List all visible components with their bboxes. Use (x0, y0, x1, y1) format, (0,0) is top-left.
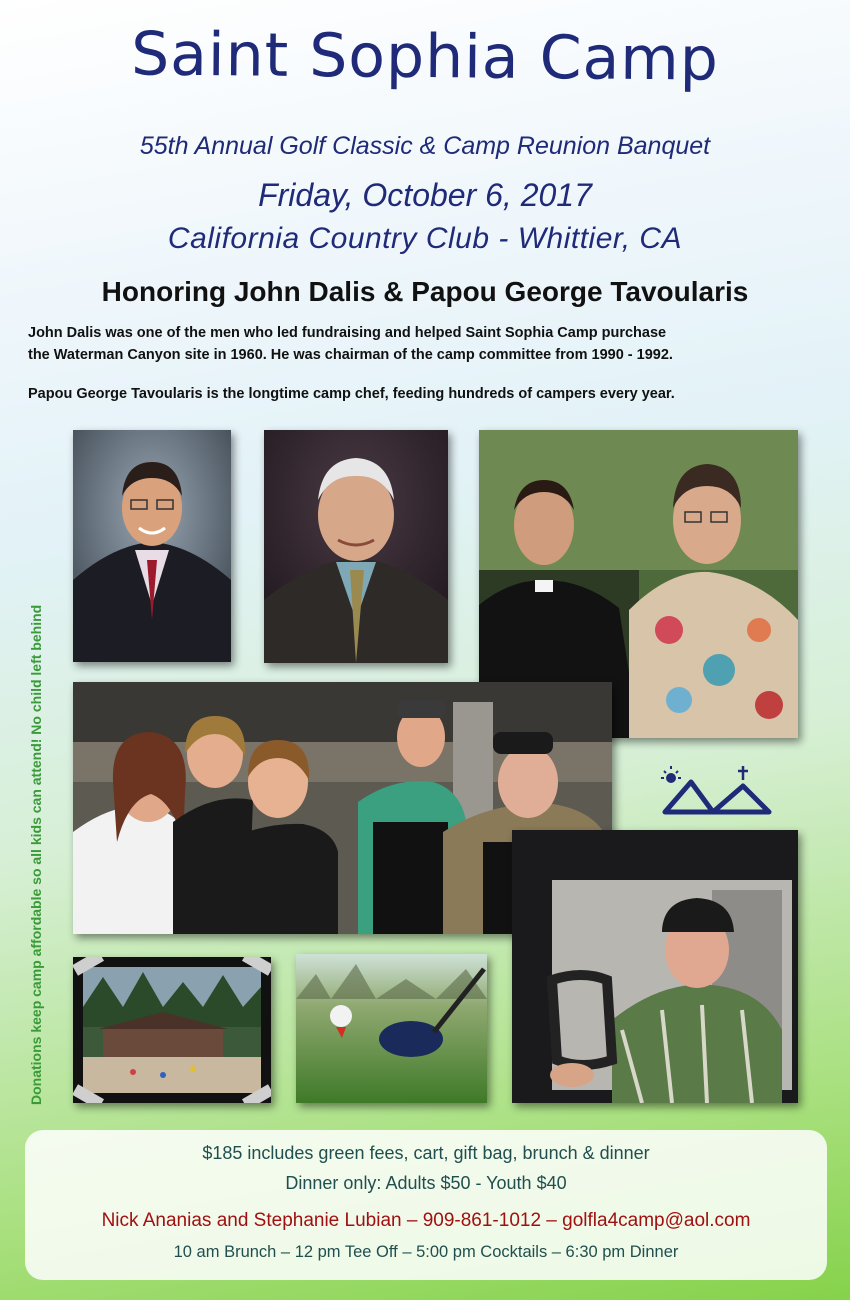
golf-ball-photo (296, 954, 487, 1103)
event-subtitle: 55th Annual Golf Classic & Camp Reunion Banquet (139, 132, 711, 160)
george-tavoularis-portrait (264, 430, 448, 663)
dinner-only-info: Dinner only: Adults $50 - Youth $40 (285, 1173, 567, 1193)
event-info-box (25, 1130, 827, 1280)
camp-lodge-photo (73, 957, 271, 1103)
honoring-heading: Honoring John Dalis & Papou George Tavoularis (101, 276, 749, 307)
paragraph-line: John Dalis was one of the men who led fundraising and helped Saint Sophia Camp purchase (28, 325, 667, 341)
page-title: Saint Sophia Camp (130, 19, 720, 95)
john-dalis-portrait (73, 430, 231, 662)
man-in-truck-photo (512, 830, 798, 1103)
event-date: Friday, October 6, 2017 (258, 177, 592, 213)
schedule-info: 10 am Brunch – 12 pm Tee Off – 5:00 pm Cocktails – 6:30 pm Dinner (173, 1243, 679, 1261)
camp-logo (655, 760, 775, 820)
donations-sidebar-text: Donations keep camp affordable so all kids can attend! No child left behind (28, 604, 44, 1105)
contact-info: Nick Ananias and Stephanie Lubian – 909-861-1012 – golfla4camp@aol.com (101, 1210, 751, 1231)
john-dalis-paragraph (28, 322, 828, 366)
event-venue: California Country Club - Whittier, CA (167, 222, 683, 255)
paragraph-line: the Waterman Canyon site in 1960. He was chairman of the camp committee from 1990 - 1992. (28, 347, 673, 363)
price-info: $185 includes green fees, cart, gift bag, brunch & dinner (202, 1143, 650, 1163)
george-tavoularis-paragraph: Papou George Tavoularis is the longtime camp chef, feeding hundreds of campers every year. (28, 386, 675, 402)
